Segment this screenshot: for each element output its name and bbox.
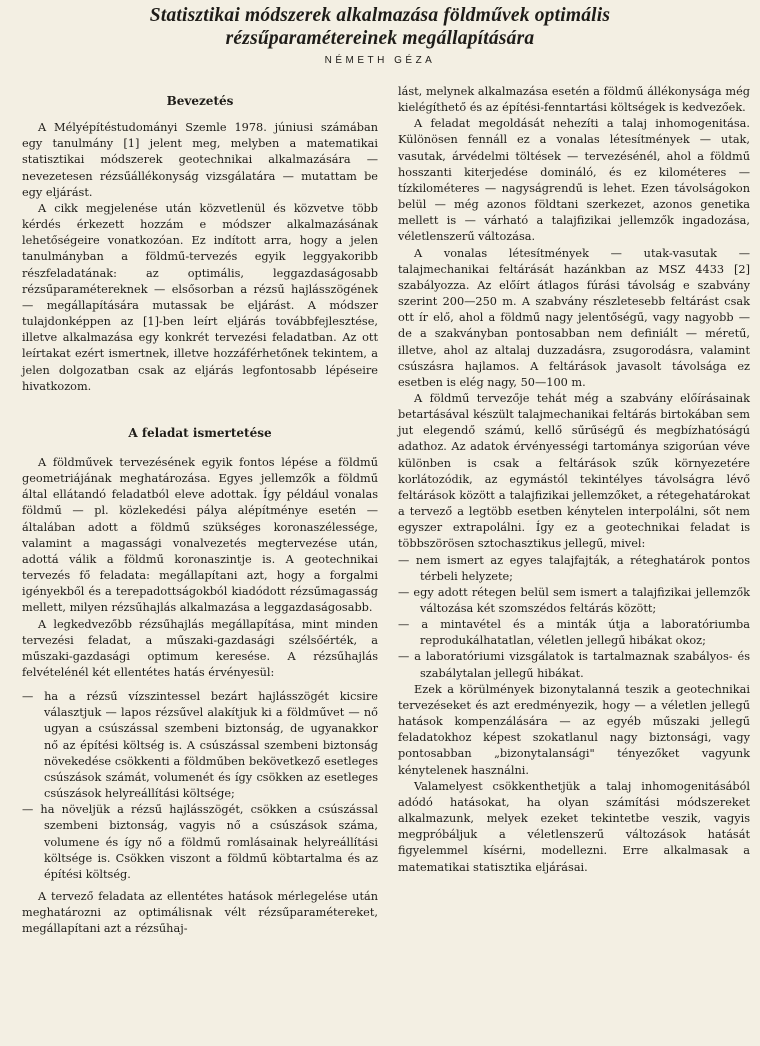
section-heading-task: A feladat ismertetése [128, 425, 272, 440]
paragraph: A Mélyépítéstudományi Szemle 1978. júniusi számában egy tanulmány [1] jelent meg, melyben a matematikai statisztikai módszerek geotechnikai alkalmazására — nevezetesen rézsűállékonyság vizsgálatára — mutattam be egy eljárást. [22, 121, 378, 199]
section-heading-introduction: Bevezetés [166, 94, 234, 108]
article-title [0, 4, 760, 50]
paragraph: lást, melynek alkalmazása esetén a földmű állékonysága még kielégíthető és az építési-fenntartási költségek is kedvezőek. [398, 85, 750, 115]
list-item: — egy adott rétegen belül sem ismert a talajfizikai jellemzők változása két szomszédos feltárás között; [398, 585, 750, 615]
left-column [22, 84, 378, 938]
list-item: — a mintavétel és a minták útja a laboratóriumba reprodukálhatatlan, véletlen jellegű hibákat okoz; [398, 618, 750, 648]
paragraph: A tervező feladata az ellentétes hatások mérlegelése után meghatározni az optimálisnak vélt rézsűparamétereket, megállapítani azt a rézsűhaj- [22, 890, 378, 936]
list-item: — ha a rézsű vízszintessel bezárt hajlásszögét kicsire választjuk — lapos rézsűvel alakítjuk ki a földművet — nő ugyan a csúszással szembeni biztonság, de ugyanakkor nő az építési költség is. A csúszással szembeni biztonság növekedése csökkenti a földműben bekövetkező esetleges csúszások számát, volumenét és így csökken az esetleges csúszások helyreállítási költsége; [22, 690, 378, 801]
author-name: NÉMETH GÉZA [324, 55, 436, 66]
paragraph: Valamelyest csökkenthetjük a talaj inhomogenitásából adódó hatásokat, ha olyan számítási módszereket alkalmazunk, melyek ezeket tekintetbe veszik, vagyis megpróbáljuk a véletlenszerű változások hatását figyelemmel kísérni, modellezni. Erre alkalmasak a matematikai statisztika eljárásai. [398, 779, 750, 874]
list-item: — nem ismert az egyes talajfajták, a réteghatárok pontos térbeli helyzete; [398, 553, 750, 583]
paragraph: A földmű tervezője tehát még a szabvány előírásainak betartásával készült talajmechanikai feltárás birtokában sem jut elegendő számú, kellő sűrűségű és megbízhatóságú adathoz. Az adatok érvényességi tartománya szigorúan véve különben is csak a feltárások szűk környezetére korlátozódik, az egymástól tekintélyes távolságra lévő feltárások között a talajfizikai jellemzőket, a rétegehatárokat a tervező a legtöbb esetben kénytelen interpolálni, sőt nem egyszer extrapolálni. Így ez a geotechnikai feladat is többszörösen sztochasztikus jellegű, mivel: [398, 391, 750, 551]
paragraph: A vonalas létesítmények — utak-vasutak — talajmechanikai feltárását hazánkban az MSZ 4433 [2] szabályozza. Az előírt átlagos fúrási távolság e szabvány szerint 200—250 m. A szabvány részletesebb feltárást csak ott ír elő, ahol a földmű nagy jelentőségű, vagy nagyobb — de a szakványban pontosabban nem definiált — méretű, illetve, ahol az altalaj duzzadásra, zsugorodásra, valamint csúszásra hajlamos. A feltárások javasolt távolsága ez esetben is elég nagy, 50—100 m. [398, 246, 750, 389]
title-line-1: Statisztikai módszerek alkalmazása földművek optimális [149, 5, 611, 26]
paragraph: A feladat megoldását nehezíti a talaj inhomogenitása. Különösen fennáll ez a vonalas létesítmények — utak, vasutak, árvédelmi töltések — tervezésénél, ahol a földmű hosszanti kiterjedése domináló, és ez kilométeres — tízkilométeres — nagyságrendű is lehet. Ezen távolságokon belül — még azonos földtani szerkezet, azonos genetika mellett is — várható a talajfizikai jellemzők ingadozása, véletlenszerű változása. [398, 117, 750, 244]
paragraph: A legkedvezőbb rézsűhajlás megállapítása, mint minden tervezési feladat, a műszaki-gazdasági szélsőérték, a műszaki-gazdasági optimum keresése. A rézsűhajlás felvételénél két ellentétes hatás érvényesül: [22, 617, 378, 679]
paragraph: A földművek tervezésének egyik fontos lépése a földmű geometriájának meghatározása. Egyes jellemzők a földmű által ellátandó feladatból eleve adottak. Így például vonalas földmű — pl. közlekedési pálya alépítménye esetén — általában adott a földmű szükséges koronaszélessége, valamint a magassági vonalvezetés megtervezése után, adottá válik a földmű koronaszintje is. A geotechnikai tervezés fő feladata: megállapítani azt, hogy a forgalmi igényekből és a terepadottságokból kiadódott rézsűmagasság mellett, milyen rézsűhajlás alkalmazása a leggazdaságosabb. [22, 455, 378, 615]
paragraph: A cikk megjelenése után közvetlenül és közvetve több kérdés érkezett hozzám e módszer alkalmazásának lehetőségeire vonatkozóan. Ez indított arra, hogy a jelen tanulmányban a földmű-tervezés egyik leggyakoribb részfeladatának: az optimális, leggazdaságosabb rézsűparamétereknek — elsősorban a rézsű hajlásszögének — megállapítására mutassak be eljárást. A módszer tulajdonképpen az [1]-ben leírt eljárás továbbfejlesztése, illetve alkalmazása egy konkrét tervezési feladatban. Az ott leírtakat ezért ismertnek, illetve hozzáférhetőnek tekintem, a jelen dolgozatban csak az eljárás legfontosabb lépéseire hivatkozom. [22, 201, 378, 393]
list-item: — a laboratóriumi vizsgálatok is tartalmaznak szabályos- és szabálytalan jellegű hibákat. [398, 650, 750, 680]
title-line-2: rézsűparamétereinek megállapítására [225, 28, 535, 49]
right-column [398, 84, 750, 876]
list-item: — ha növeljük a rézsű hajlásszögét, csökken a csúszással szembeni biztonság, vagyis nő a csúszások száma, volumene és így nő a földmű romlásainak helyreállítási költsége is. Csökken viszont a földmű köbtartalma és az építési költség. [22, 803, 378, 881]
paragraph: Ezek a körülmények bizonytalanná teszik a geotechnikai tervezéseket és azt eredményezik, hogy — a véletlen jellegű hatások kompenzálására — az egyéb műszaki jellegű feladatokhoz képest szokatlanul nagy biztonsági, vagy pontosabban „bizonytalansági" tényezőket vagyunk kénytelenek használni. [398, 682, 750, 777]
